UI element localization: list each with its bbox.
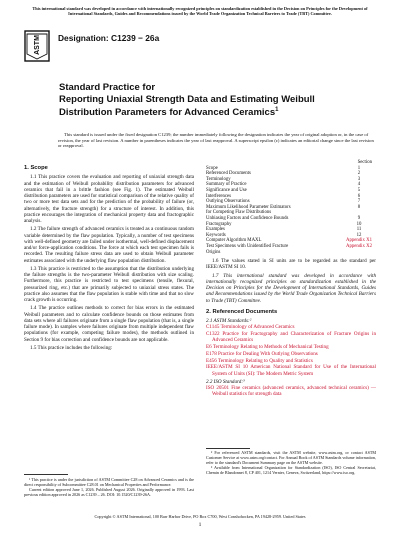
paragraph: 1.5 This practice includes the following: [30, 344, 113, 351]
toc-title: Scope [206, 165, 218, 171]
toc-section-number[interactable]: 7 [357, 199, 361, 205]
reference-title: Practice for Dealing With Outlying Observations [216, 350, 318, 357]
reference-link[interactable]: E6 [206, 344, 212, 351]
toc-title: Fractography [206, 221, 232, 227]
toc-row [206, 250, 376, 256]
toc-title: Test Specimens with Unidentified Fracture [206, 243, 289, 249]
reference-item [206, 344, 376, 350]
title-footnote-ref[interactable]: 1 [275, 107, 279, 113]
designation: Designation: C1239 − 26a [58, 33, 160, 43]
toc-title: Origins [206, 249, 221, 255]
footnote: ³ Available from International Organization for Standardization (ISO), ISO Central Secretariat, Chemin de Blandonnet 8, CP 401, 1214 Vernier, Geneva, Switzerland, https://www.iso.org. [206, 464, 376, 475]
reference-link[interactable]: E178 [206, 350, 217, 357]
reference-item [206, 351, 376, 357]
paragraph: 1.6 The values stated in SI units are to be regarded as the standard per IEEE/ASTM SI 10. [206, 258, 376, 271]
reference-title: American National Standard for Use of the International System of Units (SI): The Modern Metric System [212, 364, 376, 377]
toc-section-number[interactable]: 4 [357, 182, 361, 188]
left-column [24, 160, 194, 353]
toc-section-number[interactable]: 9 [357, 215, 361, 221]
page-title [59, 82, 315, 119]
toc-section-number[interactable]: Appendix X2 [346, 243, 372, 249]
footnotes-left [24, 478, 194, 498]
footnote: Current edition approved June 1, 2026. Published August 2026. Originally approved in 1993. Last previous edition approved in 2026 as C1239 – 26. DOI: 10.1520/C1239-26A. [24, 486, 194, 497]
reference-title: Terminology Relating to Methods of Mechanical Testing [211, 344, 329, 351]
contents-table [206, 160, 376, 255]
toc-title: Outlying Observations [206, 199, 250, 205]
page-number: 1 [198, 522, 202, 528]
toc-title: Referenced Documents [206, 171, 251, 177]
reference-link[interactable]: E456 [206, 357, 217, 364]
reference-item [206, 364, 376, 377]
reference-item [206, 358, 376, 364]
toc-title: Computer Algorithm MAXL [206, 238, 262, 244]
toc-title: Examples [206, 227, 225, 233]
reference-item [206, 324, 376, 330]
toc-title: Unbiasing Factors and Confidence Bounds [206, 215, 289, 221]
reference-link[interactable]: IEEE/ASTM SI 10 [206, 364, 248, 371]
astm-standards-heading: 2.1 ASTM Standards:² [206, 318, 252, 325]
reference-item: ISO 20501 Fine ceramics (advanced ceramics, advanced technical ceramics) — Weibull statistics for strength data [206, 385, 377, 398]
toc-section-number[interactable]: 11 [356, 227, 362, 233]
reference-item [206, 331, 376, 344]
footnotes-right [206, 451, 376, 476]
reference-title: Terminology of Advanced Ceramics [219, 324, 295, 331]
toc-title: Terminology [206, 176, 231, 182]
wto-notice: This international standard was developed in accordance with internationally recognized principles on standardization established in the Decision on Principles for the Development of International Standards, Guides and Recommendations issued by the World Trade Organization Technical Barriers to Trade (TBT) Committee. [32, 6, 368, 16]
svg-text:ASTM: ASTM [34, 35, 41, 55]
title-line: Distribution Parameters for Advanced Ceramics$^1$ [59, 107, 279, 119]
toc-section-number[interactable]: 1 [357, 165, 361, 171]
toc-title: Summary of Practice [206, 182, 247, 188]
footnote-divider [24, 474, 68, 475]
section-heading-scope: 1. Scope [24, 165, 48, 171]
paragraph: 1.3 This practice is restricted to the assumption that the distribution underlying the failure strengths is the two-parameter Weibull distribution with size scaling. Furthermore, this practice is restricted to test specimens (tensile, flexural, pressurized ring, etc.) that are primarily subjected to uniaxial stress states. The practice also assumes that the flaw population is stable with time and that no slow crack growth is occurring. [24, 265, 194, 303]
toc-section-number[interactable]: 5 [357, 187, 361, 193]
toc-title: Maximum Likelihood Parameter Estimators [206, 204, 291, 210]
toc-section-number[interactable]: 12 [356, 232, 362, 238]
footnote: ¹ This practice is under the jurisdiction of ASTM Committee C28 on Advanced Ceramics and is the direct responsibility of Subcommittee C28.01 on Mechanical Properties and Performance. [24, 477, 194, 487]
toc-section-number[interactable]: 3 [357, 176, 361, 182]
reference-title: Terminology Relating to Quality and Statistics [216, 357, 313, 364]
toc-section-number[interactable]: 8 [357, 204, 361, 210]
paragraph: 1.2 The failure strength of advanced ceramics is treated as a continuous random variable determined by the flaw population. Typically, a number of test specimens with well-defined geometry are failed under isothermal, well-defined displacement and/or force-application conditions. The force at which each test specimen fails is recorded. The resulting failure stress data are used to obtain Weibull parameter estimates associated with the underlying flaw population distribution. [24, 226, 194, 264]
copyright-line: Copyright © ASTM International, 100 Barr Harbor Drive, PO Box C700, West Conshohocken, PA 19428-2959. United States [94, 514, 306, 519]
toc-title: for Competing Flaw Distributions [206, 210, 272, 216]
toc-header: Section [357, 160, 372, 165]
paragraph: 1.4 The practice outlines methods to correct for bias errors in the estimated Weibull parameters and to calculate confidence bounds on those estimates from data sets where all failures originate from a single flaw population (that is, a single failure mode). In samples where failures originate from multiple independent flaw populations (for example, competing failure modes), the methods outlined in Section 9 for bias correction and confidence bounds are not applicable. [24, 305, 194, 343]
toc-title: Interferences [206, 193, 232, 199]
reference-link[interactable]: C1145 [206, 324, 220, 331]
toc-title: Keywords [206, 232, 226, 238]
title-line: Reporting Uniaxial Strength Data and Estimating Weibull [59, 93, 315, 105]
footnote: ² For referenced ASTM standards, visit the ASTM website, www.astm.org, or contact ASTM Customer Service at www.astm.org/contact. For Annual Book of ASTM Standards volume information, refer to the standard's Document Summary page on the ASTM website. [206, 450, 376, 465]
reference-link[interactable]: C1322 [206, 331, 220, 338]
reference-list [206, 324, 376, 377]
toc-section-number[interactable]: 10 [356, 221, 362, 227]
reference-title: Practice for Fractography and Characterization of Fracture Origins in Advanced Ceramics [212, 331, 376, 344]
footnote-divider [206, 448, 250, 449]
section-heading-references: 2. Referenced Documents [206, 308, 278, 315]
title-line: Standard Practice for [59, 82, 156, 93]
toc-section-number[interactable]: Appendix X1 [346, 238, 372, 244]
right-column [206, 160, 376, 398]
toc-section-number[interactable]: 6 [357, 193, 361, 199]
paragraph: 1.1 This practice covers the evaluation and reporting of uniaxial strength data and the estimation of Weibull probability distribution parameters for advanced ceramics that fail in a brittle fashion (see Fig. 1). The estimated Weibull distribution parameters are used for statistical comparison of the relative quality of two or more test data sets and for the prediction of the probability of failure (or, alternatively, the fracture strength) for a structure of interest. In addition, this practice encourages the integration of mechanical property data and fractographic analysis. [24, 174, 194, 224]
astm-logo [24, 30, 50, 62]
toc-section-number[interactable]: 2 [357, 171, 361, 177]
toc-title: Significance and Use [206, 187, 247, 193]
issuance-note: This standard is issued under the fixed designation C1239; the number immediately following the designation indicates the year of original adoption or, in the case of revision, the year of last revision. A number in parentheses indicates the year of last reapproval. A superscript epsilon (ε) indicates an editorial change since the last revision or reapproval. [58, 132, 374, 149]
toc-section-number [342, 250, 376, 256]
paragraph: 1.7 This international standard was developed in accordance with internationally recognized principles on standardization established in the Decision on Principles for the Development of International Standards, Guides and Recommendations issued by the World Trade Organization Technical Barriers to Trade (TBT) Committee. [206, 272, 376, 304]
reference-link[interactable]: ISO 20501 [206, 385, 230, 392]
iso-standard-heading: 2.2 ISO Standard:³ [206, 378, 245, 385]
